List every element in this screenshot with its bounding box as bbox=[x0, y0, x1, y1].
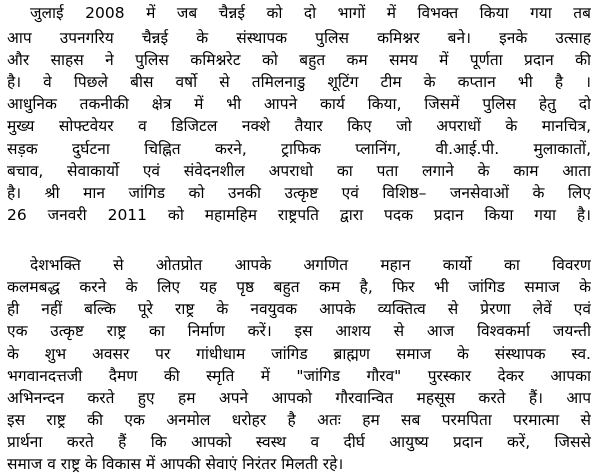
text-line: है। श्री मान जांगिड को उनकी उत्कृष्ट एवं विशिष्ठ– जनसेवाओं के लिए bbox=[7, 184, 591, 202]
text-line: ही नहीं बल्कि पूरे राष्ट्र के नवयुवक आपके व्यक्तित्व से प्रेरणा लेवें एवं bbox=[7, 300, 591, 318]
text-line: 26 जनवरी 2011 को महामहिम राष्ट्रपति द्वारा पदक प्रदान किया गया है। bbox=[7, 206, 591, 224]
text-line: आप उपनगरिय चैन्नई के संस्थापक पुलिस कमिश्नर बने। इनके उत्साह bbox=[7, 29, 591, 47]
text-line: आधुनिक तकनीकी क्षेत्र में भी आपने कार्य किया, जिसमें पुलिस हेतु दो bbox=[7, 95, 591, 113]
text-line: भगवानदत्तजी दैमण की स्मृति में "जांगिड गौरव" पुरस्कार देकर आपका bbox=[7, 367, 591, 385]
text-line: के शुभ अवसर पर गांधीधाम जांगिड ब्राह्मण समाज के संस्थापक स्व. bbox=[7, 345, 591, 363]
text-line: अभिनन्दन करते हुए हम अपने आपको गौरवान्वित महसूस करते हैं। आप bbox=[7, 389, 591, 407]
text-line: इस राष्ट्र की एक अनमोल धरोहर है अतः हम सब परमपिता परमात्मा से bbox=[7, 411, 591, 429]
text-line: जुलाई 2008 में जब चैन्नई को दो भागों में विभक्त किया गया तब bbox=[30, 4, 591, 22]
text-line: मुख्य सोफ्टवेयर व डिजिटल नक्शे तैयार किए जो अपराधों के मानचित्र, bbox=[7, 117, 591, 135]
text-line: देशभक्ति से ओतप्रोत आपके अगणित महान कार्यो का विवरण bbox=[30, 256, 591, 274]
text-line: प्रार्थना करते हैं कि आपको स्वस्थ व दीर्घ आयुष्य प्रदान करें, जिससे bbox=[7, 433, 591, 451]
text-line: बचाव, सेवाकार्यो एवं संवेदनशील अपराधो का पता लगाने के काम आता bbox=[7, 162, 591, 180]
text-line: और साहस ने पुलिस कमिश्नरेट को बहुत कम समय में पूर्णता प्रदान की bbox=[7, 51, 591, 69]
text-line: सड़क दुर्घटना चिह्नित करने, ट्राफिक प्लानिंग, वी.आई.पी. मुलाकातों, bbox=[7, 140, 591, 158]
text-line: कलमबद्ध करने के लिए यह पृष्ठ बहुत कम है, फिर भी जांगिड समाज के bbox=[7, 278, 591, 296]
text-line: एक उत्कृष्ट राष्ट्र का निर्माण करें। इस आशय से आज विश्वकर्मा जयन्ती bbox=[7, 322, 591, 340]
text-line: है। वे पिछले बीस वर्षो से तमिलनाडु शूटिंग टीम के कप्तान भी है । bbox=[7, 73, 591, 91]
text-line: समाज व राष्ट्र के विकास में आपकी सेवाएं निरंतर मिलती रहे। bbox=[7, 455, 344, 473]
